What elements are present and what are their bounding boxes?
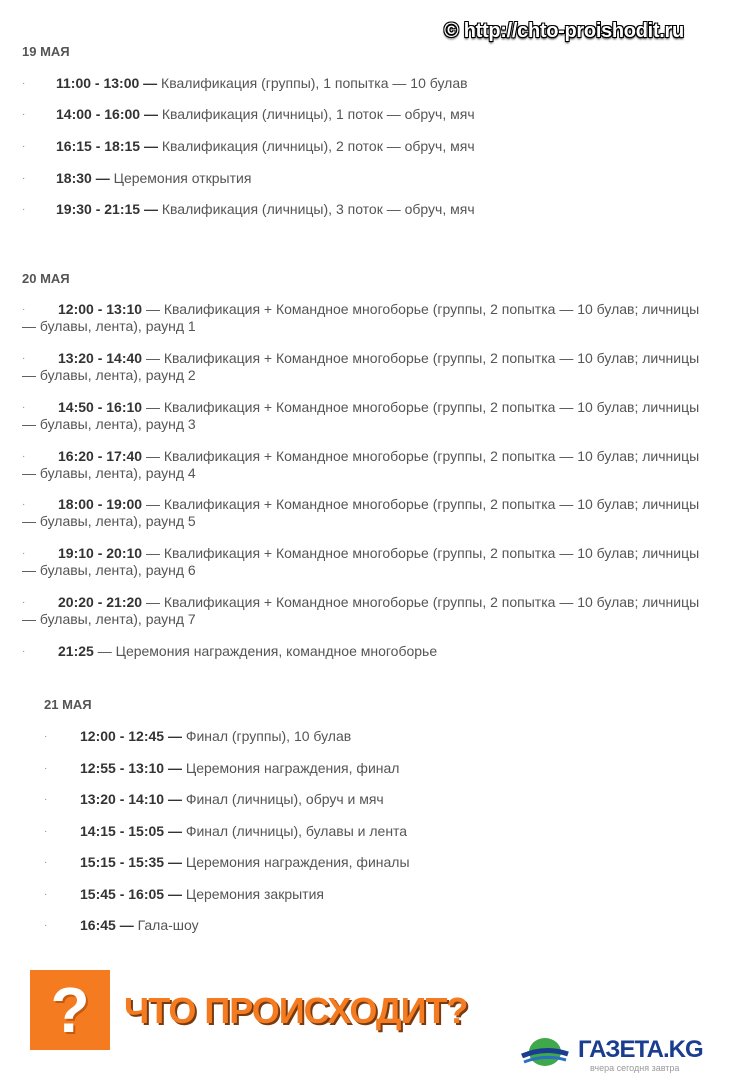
bullet-icon: · xyxy=(22,353,26,364)
item-text: — Церемония награждения, командное многоборье xyxy=(93,643,438,659)
item-text: Квалификация (личницы), 2 поток — обруч, мяч xyxy=(157,138,475,154)
item-text: Гала-шоу xyxy=(133,917,199,933)
day-heading: 19 МАЯ xyxy=(22,44,70,59)
item-time: 12:00 - 13:10 xyxy=(58,301,143,317)
question-mark-logo xyxy=(30,970,110,1050)
bullet-icon: · xyxy=(44,763,48,774)
bullet-icon: · xyxy=(44,731,48,742)
item-text: Церемония награждения, финал xyxy=(181,760,400,776)
gazeta-logo-text: ГАЗЕТА.KG xyxy=(578,1036,703,1063)
item-text: Финал (личницы), обруч и мяч xyxy=(181,791,384,807)
item-text: — Квалификация + Командное многоборье (группы, 2 попытка — 10 булав; личницы — булавы, лента), раунд 4 xyxy=(22,448,700,481)
item-time: 13:20 - 14:40 xyxy=(58,350,143,366)
item-time: 18:00 - 19:00 xyxy=(58,496,143,512)
item-text: Квалификация (личницы), 3 поток — обруч, мяч xyxy=(157,201,475,217)
item-time: 16:20 - 17:40 xyxy=(58,448,143,464)
day-heading: 21 МАЯ xyxy=(44,697,92,712)
item-text: — Квалификация + Командное многоборье (группы, 2 попытка — 10 булав; личницы — булавы, лента), раунд 5 xyxy=(22,496,700,529)
item-time: 19:30 - 21:15 — xyxy=(56,201,158,217)
item-text: Квалификация (группы), 1 попытка — 10 булав xyxy=(157,75,468,91)
schedule-item xyxy=(22,448,712,482)
item-text: — Квалификация + Командное многоборье (группы, 2 попытка — 10 булав; личницы — булавы, лента), раунд 2 xyxy=(22,350,700,383)
bullet-icon: · xyxy=(22,597,26,608)
globe-icon xyxy=(520,1030,570,1070)
item-time: 21:25 xyxy=(58,643,94,659)
item-text: — Квалификация + Командное многоборье (группы, 2 попытка — 10 булав; личницы — булавы, лента), раунд 7 xyxy=(22,594,700,627)
item-time: 18:30 — xyxy=(56,170,110,186)
gazeta-tagline: вчера сегодня завтра xyxy=(590,1063,680,1073)
item-text: Финал (личницы), булавы и лента xyxy=(181,823,408,839)
schedule-item xyxy=(22,496,712,530)
schedule-item xyxy=(44,917,714,934)
item-text: — Квалификация + Командное многоборье (группы, 2 попытка — 10 булав; личницы — булавы, лента), раунд 3 xyxy=(22,399,700,432)
schedule-item xyxy=(22,138,722,155)
logo-text: ЧТО ПРОИСХОДИТ? xyxy=(124,990,468,1031)
bullet-icon: · xyxy=(22,402,26,413)
item-text: Церемония закрытия xyxy=(181,886,324,902)
bullet-icon: · xyxy=(44,920,48,931)
watermark-url: © http://chto-proishodit.ru xyxy=(444,20,684,42)
bullet-icon: · xyxy=(22,451,26,462)
item-text: Квалификация (личницы), 1 поток — обруч, мяч xyxy=(157,106,475,122)
item-time: 13:20 - 14:10 — xyxy=(80,791,182,807)
bullet-icon: · xyxy=(22,173,26,184)
item-time: 14:50 - 16:10 xyxy=(58,399,143,415)
item-time: 16:15 - 18:15 — xyxy=(56,138,158,154)
schedule-item xyxy=(44,823,714,840)
schedule-item xyxy=(22,643,712,660)
bullet-icon: · xyxy=(22,109,26,120)
schedule-item xyxy=(44,728,714,745)
schedule-item xyxy=(22,201,722,218)
item-time: 16:45 — xyxy=(80,917,134,933)
schedule-item xyxy=(22,350,712,384)
bullet-icon: · xyxy=(44,889,48,900)
item-time: 14:15 - 15:05 — xyxy=(80,823,182,839)
item-time: 14:00 - 16:00 — xyxy=(56,106,158,122)
schedule-item xyxy=(44,886,714,903)
bullet-icon: · xyxy=(22,141,26,152)
schedule-item xyxy=(44,854,714,871)
schedule-item xyxy=(22,399,712,433)
bullet-icon: · xyxy=(22,548,26,559)
item-time: 12:00 - 12:45 — xyxy=(80,728,182,744)
item-text: Церемония награждения, финалы xyxy=(181,854,410,870)
item-text: Финал (группы), 10 булав xyxy=(181,728,352,744)
schedule-item xyxy=(44,760,714,777)
bullet-icon: · xyxy=(44,857,48,868)
bullet-icon: · xyxy=(22,499,26,510)
schedule-item xyxy=(22,594,712,628)
question-icon: ? xyxy=(50,974,90,1046)
bullet-icon: · xyxy=(22,204,26,215)
schedule-item xyxy=(44,791,714,808)
item-time: 15:45 - 16:05 — xyxy=(80,886,182,902)
schedule-item xyxy=(22,170,722,187)
bullet-icon: · xyxy=(22,646,26,657)
item-time: 19:10 - 20:10 xyxy=(58,545,143,561)
item-text: Церемония открытия xyxy=(109,170,252,186)
bullet-icon: · xyxy=(44,826,48,837)
item-time: 12:55 - 13:10 — xyxy=(80,760,182,776)
schedule-item xyxy=(22,301,712,335)
item-time: 11:00 - 13:00 — xyxy=(56,75,158,91)
item-time: 20:20 - 21:20 xyxy=(58,594,143,610)
schedule-item xyxy=(22,545,712,579)
item-text: — Квалификация + Командное многоборье (группы, 2 попытка — 10 булав; личницы — булавы, лента), раунд 1 xyxy=(22,301,700,334)
bullet-icon: · xyxy=(22,304,26,315)
bullet-icon: · xyxy=(44,794,48,805)
bullet-icon: · xyxy=(22,78,26,89)
item-text: — Квалификация + Командное многоборье (группы, 2 попытка — 10 булав; личницы — булавы, лента), раунд 6 xyxy=(22,545,700,578)
schedule-item xyxy=(22,75,722,92)
day-heading: 20 МАЯ xyxy=(22,271,70,286)
schedule-item xyxy=(22,106,722,123)
item-time: 15:15 - 15:35 — xyxy=(80,854,182,870)
